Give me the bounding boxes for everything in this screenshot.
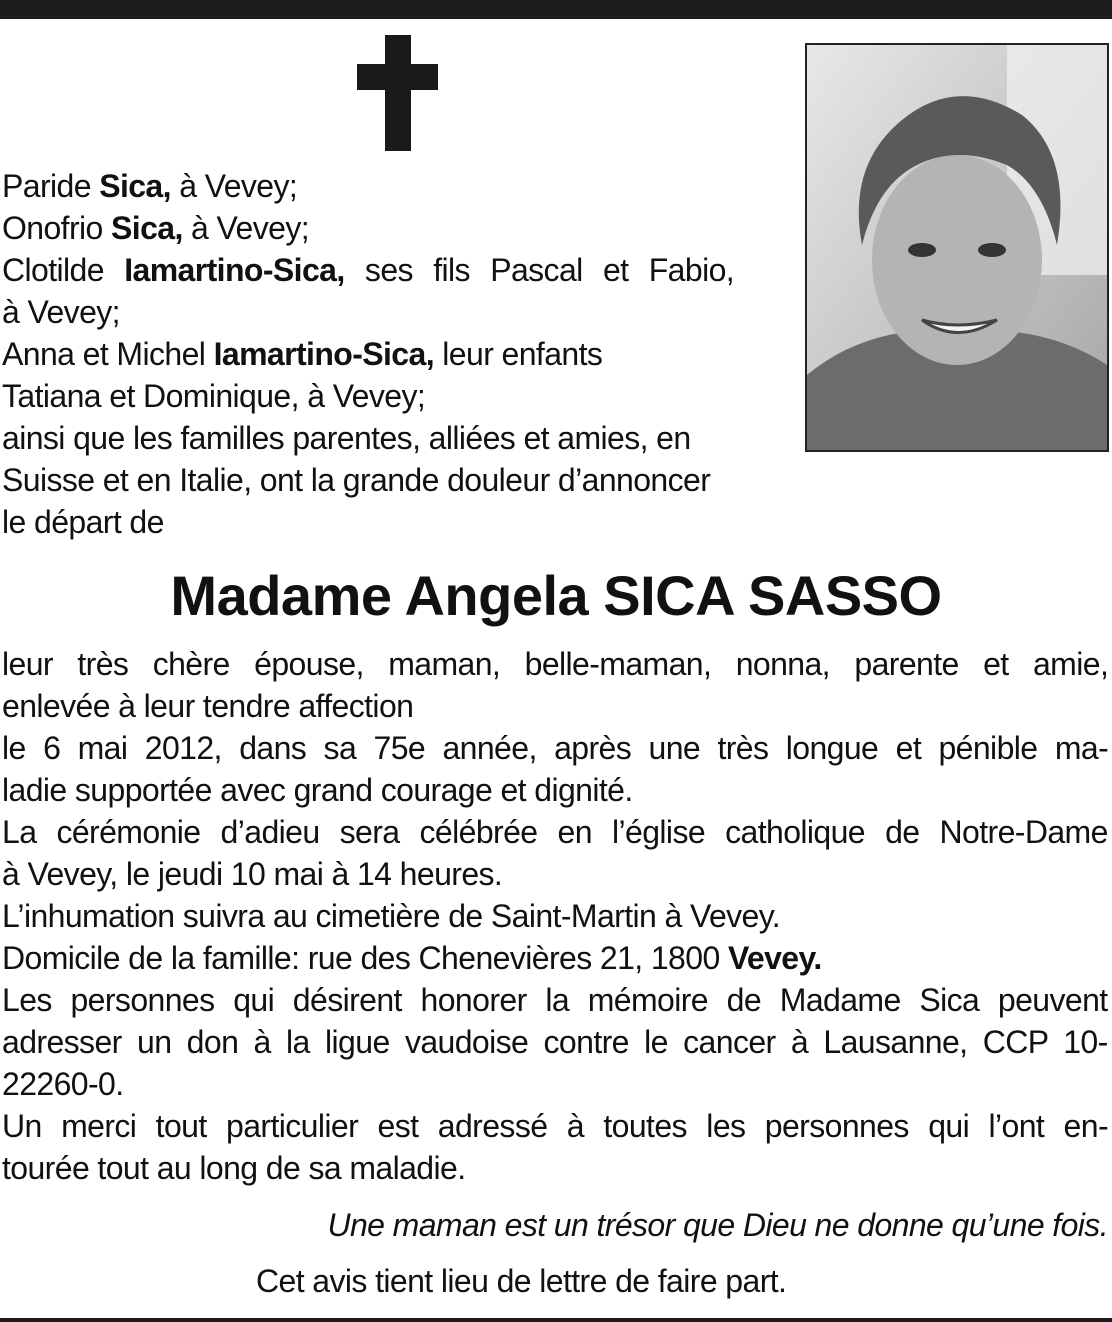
family-line-5: Anna et Michel Iamartino-Sica, leur enfants	[2, 336, 603, 372]
quote: Une maman est un trésor que Dieu ne donne qu’une fois.	[327, 1207, 1108, 1243]
body-line-3: le 6 mai 2012, dans sa 75e année, après une très longue et pénible ma-	[2, 730, 1109, 766]
body-line-11: 22260-0.	[2, 1066, 124, 1102]
family-line-1: Paride Sica, à Vevey;	[2, 168, 298, 204]
body-line-6: à Vevey, le jeudi 10 mai à 14 heures.	[2, 856, 503, 892]
family-line-8: Suisse et en Italie, ont la grande douleur d’annoncer	[2, 462, 711, 498]
family-line-9: le départ de	[2, 504, 164, 540]
top-rule	[0, 0, 1112, 19]
body-line-7: L’inhumation suivra au cimetière de Saint-Martin à Vevey.	[2, 898, 781, 934]
family-line-4: à Vevey;	[2, 294, 120, 330]
closing-note: Cet avis tient lieu de lettre de faire part.	[256, 1263, 787, 1299]
body-line-1: leur très chère épouse, maman, belle-maman, nonna, parente et amie,	[2, 646, 1109, 682]
family-line-7: ainsi que les familles parentes, alliées et amies, en	[2, 420, 691, 456]
body-line-8: Domicile de la famille: rue des Chenevières 21, 1800 Vevey.	[2, 940, 822, 976]
body-line-5: La cérémonie d’adieu sera célébrée en l’église catholique de Notre-Dame	[2, 814, 1108, 850]
family-line-2: Onofrio Sica, à Vevey;	[2, 210, 310, 246]
family-line-6: Tatiana et Dominique, à Vevey;	[2, 378, 426, 414]
body-line-13: tourée tout au long de sa maladie.	[2, 1150, 466, 1186]
body-line-2: enlevée à leur tendre affection	[2, 688, 414, 724]
body-line-4: ladie supportée avec grand courage et dignité.	[2, 772, 633, 808]
deceased-name: Madame Angela SICA SASSO	[170, 564, 942, 627]
bottom-rule	[0, 1318, 1112, 1322]
body-line-12: Un merci tout particulier est adressé à toutes les personnes qui l’ont en-	[2, 1108, 1109, 1144]
body-line-9: Les personnes qui désirent honorer la mémoire de Madame Sica peuvent	[2, 982, 1108, 1018]
family-line-3: Clotilde Iamartino-Sica, ses fils Pascal et Fabio,	[2, 252, 735, 288]
body-line-10: adresser un don à la ligue vaudoise contre le cancer à Lausanne, CCP 10-	[2, 1024, 1108, 1060]
cross-icon	[357, 35, 438, 151]
portrait-photo	[805, 43, 1109, 452]
